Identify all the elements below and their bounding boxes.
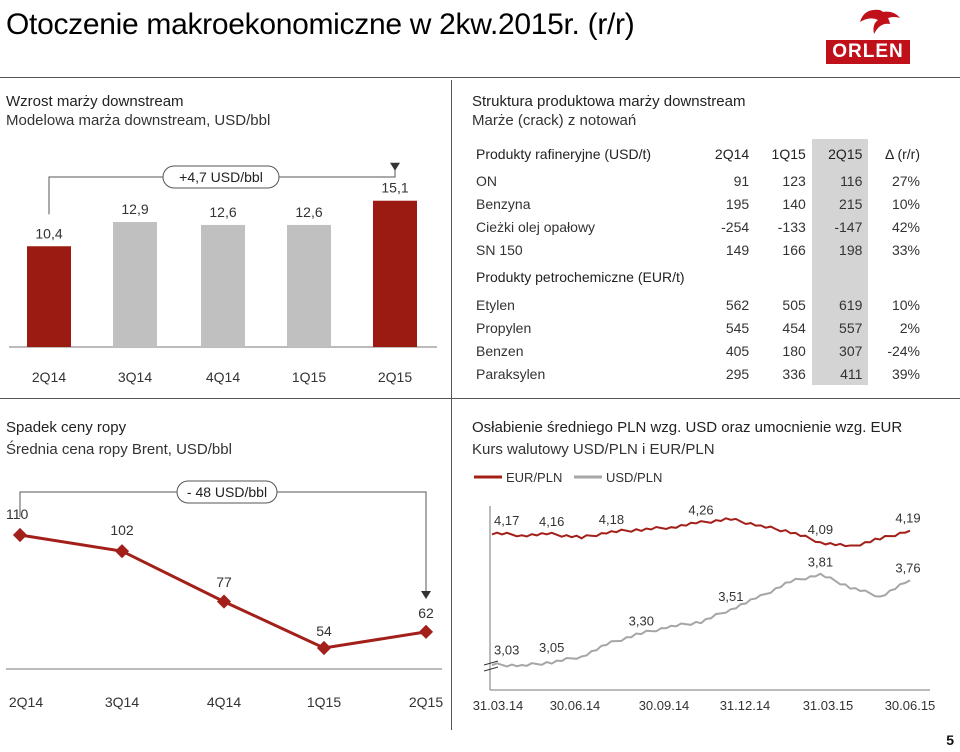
brent-value-label: 54 <box>316 623 332 639</box>
brent-category-label: 4Q14 <box>206 694 242 710</box>
bar-value-label: 15,1 <box>381 179 409 196</box>
fx-x-tick-label: 30.09.14 <box>638 698 690 713</box>
table-cell: 619 <box>812 293 869 316</box>
brent-category-label: 3Q14 <box>104 694 140 710</box>
brent-subheading: Średnia cena ropy Brent, USD/bbl <box>6 441 232 458</box>
row-label: Etylen <box>476 296 515 313</box>
bar-value-label: 10,4 <box>35 225 63 242</box>
brent-value-label: 77 <box>216 574 232 590</box>
table-cell: -133 <box>777 218 806 235</box>
table-cell: 405 <box>725 342 750 359</box>
fx-x-tick-label: 30.06.15 <box>884 698 936 713</box>
table-cell: -254 <box>721 218 750 235</box>
brent-category-label: 2Q14 <box>8 694 44 710</box>
table-cell: 454 <box>782 319 806 336</box>
petrochem-header: Produkty petrochemiczne (EUR/t) <box>476 269 685 285</box>
legend-eur-label: EUR/PLN <box>506 470 563 485</box>
table-cell: 545 <box>725 319 750 336</box>
table-cell: 10% <box>891 195 920 212</box>
table-cell: 91 <box>733 172 750 189</box>
fx-value-label: 3,30 <box>628 613 654 629</box>
fx-value-label: 4,19 <box>895 510 921 526</box>
col-header-2q14: 2Q14 <box>714 146 750 162</box>
row-label: Benzyna <box>476 195 531 212</box>
fx-value-label: 4,09 <box>807 522 834 538</box>
orlen-logo-text: ORLEN <box>826 40 910 64</box>
brent-point-1q15 <box>317 641 331 655</box>
fx-subheading: Kurs walutowy USD/PLN i EUR/PLN <box>472 441 715 458</box>
title-divider <box>0 77 960 78</box>
fx-x-tick-label: 31.12.14 <box>719 698 771 713</box>
fx-value-label: 3,51 <box>718 589 744 605</box>
legend-usd-label: USD/PLN <box>606 470 663 485</box>
bar-2q14 <box>27 246 71 347</box>
bar-category-label: 1Q15 <box>291 369 327 385</box>
brent-point-4q14 <box>217 595 231 609</box>
orlen-logo <box>824 4 912 68</box>
bar-category-label: 2Q15 <box>377 369 413 385</box>
table-row <box>472 316 926 339</box>
table-cell: 562 <box>725 296 750 313</box>
crack-heading: Struktura produktowa marży downstream <box>472 93 746 110</box>
brent-value-label: 62 <box>418 605 434 621</box>
table-cell: 215 <box>812 192 869 215</box>
fx-x-tick-label: 31.03.14 <box>472 698 524 713</box>
vertical-divider <box>451 80 452 730</box>
bar-4q14 <box>201 225 245 347</box>
table-cell: 505 <box>782 296 806 313</box>
table-cell <box>868 261 926 293</box>
table-cell: 411 <box>812 362 869 385</box>
table-cell: 557 <box>812 316 869 339</box>
table-cell: 198 <box>812 238 869 261</box>
bracket-arrow-icon <box>390 163 400 171</box>
table-cell: 123 <box>782 172 806 189</box>
fx-axis-break <box>484 667 498 671</box>
brent-value-label: 102 <box>110 522 134 538</box>
bar-3q14 <box>113 222 157 347</box>
crack-subheading: Marże (crack) z notowań <box>472 112 637 129</box>
row-label: ON <box>476 172 497 189</box>
margin-subheading: Modelowa marża downstream, USD/bbl <box>6 112 271 129</box>
crack-table-header <box>472 139 926 169</box>
margin-bar-chart <box>5 150 445 400</box>
fx-value-label: 3,81 <box>807 554 834 570</box>
page-number: 5 <box>946 732 954 748</box>
table-cell: 33% <box>891 241 920 258</box>
table-cell: 336 <box>782 365 806 382</box>
brent-category-label: 1Q15 <box>306 694 342 710</box>
petrochem-section-row <box>472 261 926 293</box>
brent-callout-label: - 48 USD/bbl <box>186 484 268 500</box>
row-label: Cieżki olej opałowy <box>476 218 596 235</box>
bar-1q15 <box>287 225 331 347</box>
table-cell: 140 <box>782 195 806 212</box>
fx-value-label: 3,05 <box>539 640 565 656</box>
row-label: Benzen <box>476 342 524 359</box>
row-label: SN 150 <box>476 241 523 258</box>
row-label: Propylen <box>476 319 532 336</box>
bar-category-label: 2Q14 <box>31 369 67 385</box>
table-row <box>472 215 926 238</box>
table-cell: 307 <box>812 339 869 362</box>
bar-category-label: 3Q14 <box>117 369 153 385</box>
table-cell: -147 <box>812 215 869 238</box>
table-cell: -24% <box>887 342 920 359</box>
fx-heading: Osłabienie średniego PLN wzg. USD oraz umocnienie wzg. EUR <box>472 419 903 436</box>
bar-value-label: 12,6 <box>295 203 323 220</box>
crack-table <box>472 139 926 385</box>
brent-heading: Spadek ceny ropy <box>6 419 127 436</box>
table-row <box>472 192 926 215</box>
table-cell: 42% <box>891 218 920 235</box>
fx-value-label: 4,16 <box>539 514 565 530</box>
table-cell: 166 <box>782 241 806 258</box>
fx-value-label: 4,26 <box>688 502 714 518</box>
table-cell: 10% <box>891 296 920 313</box>
brent-point-2q15 <box>419 625 433 639</box>
table-cell: 2% <box>899 319 920 336</box>
bar-2q15 <box>373 201 417 347</box>
table-cell: 149 <box>725 241 750 258</box>
table-row <box>472 238 926 261</box>
bar-category-label: 4Q14 <box>205 369 241 385</box>
table-cell: 27% <box>891 172 920 189</box>
bar-value-label: 12,6 <box>209 203 237 220</box>
table-cell: 295 <box>725 365 750 382</box>
col-header-1q15: 1Q15 <box>771 146 806 162</box>
bar-value-label: 12,9 <box>121 201 149 218</box>
brent-line-chart <box>2 475 447 730</box>
table-cell: 39% <box>891 365 920 382</box>
brent-category-label: 2Q15 <box>408 694 444 710</box>
page-title: Otoczenie makroekonomiczne w 2kw.2015r. (r/r) <box>6 8 635 41</box>
brent-bracket-arrow-icon <box>421 591 431 599</box>
refinery-header: Produkty rafineryjne (USD/t) <box>476 146 652 162</box>
table-cell: 116 <box>812 169 869 192</box>
fx-line-chart <box>460 462 950 722</box>
table-row <box>472 339 926 362</box>
fx-value-label: 3,76 <box>895 560 921 576</box>
col-header-delta: Δ (r/r) <box>884 146 920 162</box>
fx-x-tick-label: 31.03.15 <box>802 698 854 713</box>
brent-value-label: 110 <box>6 506 29 522</box>
brent-series-line <box>20 535 426 648</box>
table-row <box>472 362 926 385</box>
table-cell: 195 <box>725 195 750 212</box>
table-cell <box>812 261 869 293</box>
table-cell: 180 <box>782 342 806 359</box>
margin-callout-label: +4,7 USD/bbl <box>179 169 263 185</box>
table-row <box>472 293 926 316</box>
row-label: Paraksylen <box>476 365 546 382</box>
col-header-2q15: 2Q15 <box>812 139 869 169</box>
table-row <box>472 169 926 192</box>
fx-x-tick-label: 30.06.14 <box>549 698 601 713</box>
brent-point-3q14 <box>115 544 129 558</box>
fx-value-label: 3,03 <box>494 642 520 658</box>
brent-point-2q14 <box>13 528 27 542</box>
fx-value-label: 4,18 <box>598 511 625 527</box>
margin-heading: Wzrost marży downstream <box>6 93 184 110</box>
fx-value-label: 4,17 <box>494 513 520 528</box>
